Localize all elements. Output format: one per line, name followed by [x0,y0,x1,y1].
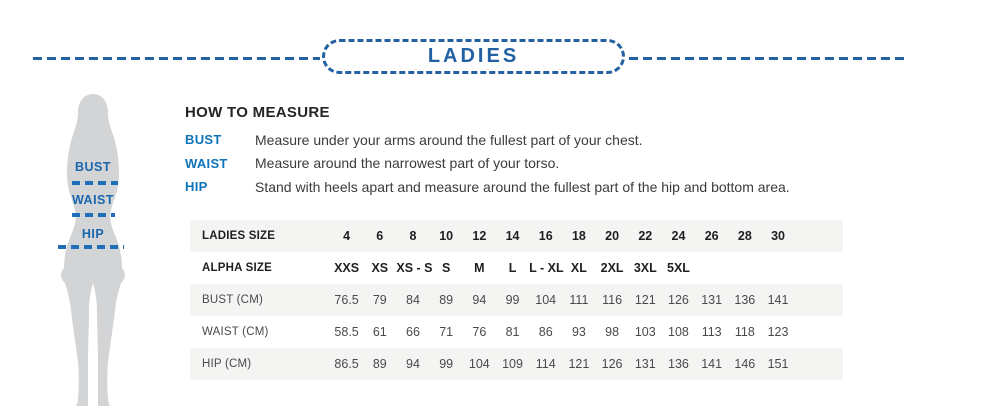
size-table-row [190,220,843,252]
measure-row-text: Measure under your arms around the fullest part of your chest. [255,131,643,148]
size-table-cell: 109 [502,357,523,371]
size-table-cell: 24 [671,229,686,243]
size-table-cell: 16 [538,229,553,243]
size-table-cell: 14 [505,229,520,243]
size-table-cell: 6 [376,229,384,243]
measure-row-label: HIP [185,179,208,195]
size-table-cell: M [474,261,485,275]
size-table-cell: 104 [535,293,557,307]
size-table-cell: 84 [406,293,420,307]
size-table-cell: XS [371,261,389,275]
size-table-cell: 121 [634,293,656,307]
measure-row-label: BUST [185,132,222,148]
size-table [190,220,843,380]
size-table-cell: 20 [605,229,620,243]
size-table-cell: 93 [571,325,586,339]
size-table-cell: 58.5 [334,325,359,339]
size-table-cell: 131 [634,357,656,371]
size-table-cell: 10 [439,229,454,243]
size-table-cell: XS - S [396,261,433,275]
size-table-cell: 4 [343,229,351,243]
size-table-cell: S [441,261,451,275]
size-table-row [190,348,843,380]
size-table-cell: L [508,261,517,275]
size-table-cell: 71 [439,325,454,339]
how-to-measure-title: HOW TO MEASURE [185,104,330,121]
size-table-row [190,316,843,348]
how-to-measure-section [185,104,885,199]
figure-bust-line [72,181,118,185]
size-table-cell: 76 [472,325,487,339]
size-table-cell: 118 [734,325,755,339]
size-table-cell: 79 [372,293,387,307]
size-table-cell: 136 [668,357,689,371]
size-table-cell: 141 [701,357,723,371]
size-table-row [190,252,843,284]
size-table-cell: 104 [468,357,490,371]
size-table-cell: 66 [406,325,420,339]
size-table-cell: 126 [668,293,689,307]
measurement-figure [40,86,160,416]
size-table-row [190,284,843,316]
size-table-cell: 99 [505,293,520,307]
size-table-cell: 61 [372,325,387,339]
measure-row-label: WAIST [185,155,228,171]
size-table-cell: XL [570,261,587,275]
size-table-cell: 3XL [633,261,657,275]
size-table-cell: 2XL [600,261,624,275]
figure-waist-label: WAIST [71,193,115,207]
divider-dash-left [33,57,320,60]
size-table-cell: 5XL [667,261,690,275]
size-table-cell: 103 [634,325,656,339]
measure-row-text: Measure around the narrowest part of your torso. [255,155,560,172]
size-table-cell: 114 [535,357,556,371]
size-table-cell: 126 [601,357,623,371]
divider-dash-right [629,57,906,60]
size-table-cell: 18 [571,229,586,243]
size-table-cell: 136 [734,293,756,307]
size-table-cell: 76.5 [334,293,359,307]
size-table-cell: 94 [472,293,487,307]
measure-row-text: Stand with heels apart and measure around the fullest part of the hip and bottom area. [255,178,790,195]
size-table-cell: 22 [638,229,653,243]
size-table-cell: 111 [569,293,589,307]
figure-hip-label: HIP [81,227,105,241]
size-table-cell: 123 [767,325,789,339]
size-table-cell: 113 [701,325,722,339]
figure-waist-line [72,213,115,217]
size-table-row-label: ALPHA SIZE [202,262,272,274]
size-table-row-label: BUST (CM) [202,294,264,306]
size-table-cell: 86 [538,325,553,339]
size-table-row-label: LADIES SIZE [202,230,276,242]
ladies-banner-title: LADIES [427,45,520,67]
size-table-cell: 12 [472,229,487,243]
ladies-banner [322,39,625,74]
size-table-cell: L - XL [529,261,564,275]
size-table-cell: 8 [409,229,417,243]
size-table-cell: 98 [605,325,620,339]
size-table-cell: 26 [704,229,719,243]
size-table-cell: 151 [767,357,789,371]
size-table-cell: 30 [771,229,785,243]
size-table-cell: 131 [701,293,723,307]
figure-bust-label: BUST [74,160,112,174]
size-table-cell: 141 [767,293,789,307]
size-table-cell: 99 [439,357,454,371]
size-table-cell: 81 [505,325,520,339]
size-table-cell: 94 [406,357,420,371]
size-table-cell: 86.5 [334,357,359,371]
size-table-cell: 108 [668,325,689,339]
woman-silhouette-image [40,86,160,416]
figure-hip-line [58,245,124,249]
size-table-cell: 28 [737,229,752,243]
size-table-cell: 89 [439,293,454,307]
size-table-cell: 89 [372,357,387,371]
size-table-row-label: HIP (CM) [202,358,252,370]
size-table-cell: 116 [602,293,623,307]
size-table-row-label: WAIST (CM) [202,326,269,338]
size-table-cell: XXS [334,261,360,275]
size-table-cell: 121 [568,357,590,371]
how-to-measure-rows [185,128,885,199]
size-table-cell: 146 [734,357,756,371]
